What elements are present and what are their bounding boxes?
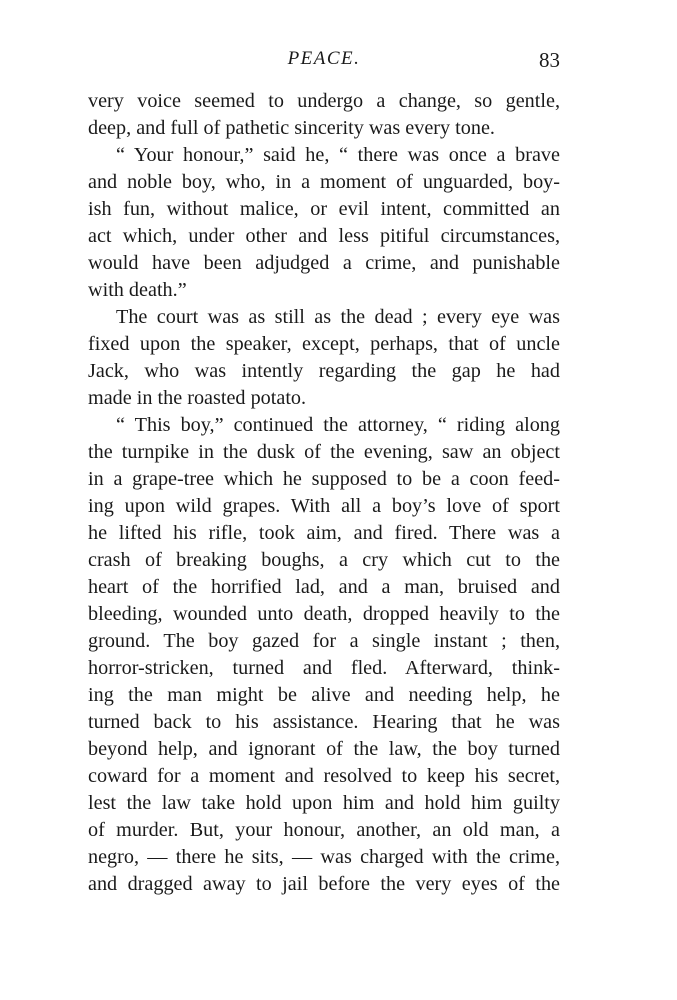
text-line: ish fun, without malice, or evil intent, committed an <box>88 198 560 220</box>
text-line: deep, and full of pathetic sincerity was every tone. <box>88 117 495 139</box>
text-line: “ Your honour,” said he, “ there was once a brave <box>116 144 560 166</box>
text-line: ing the man might be alive and needing help, he <box>88 684 560 706</box>
text-line: “ This boy,” continued the attorney, “ riding along <box>116 414 560 436</box>
text-line: crash of breaking boughs, a cry which cut to the <box>88 549 560 571</box>
body-text <box>88 88 560 898</box>
text-line: heart of the horrified lad, and a man, bruised and <box>88 576 560 598</box>
text-line: he lifted his rifle, took aim, and fired. There was a <box>88 522 560 544</box>
text-line: ing upon wild grapes. With all a boy’s love of sport <box>88 495 560 517</box>
text-line: bleeding, wounded unto death, dropped heavily to the <box>88 603 560 625</box>
text-line: turned back to his assistance. Hearing that he was <box>88 711 560 733</box>
text-line: the turnpike in the dusk of the evening, saw an object <box>88 441 560 463</box>
text-line: and dragged away to jail before the very eyes of the <box>88 873 560 895</box>
text-line: ground. The boy gazed for a single instant ; then, <box>88 630 560 652</box>
text-line: Jack, who was intently regarding the gap he had <box>88 360 560 382</box>
text-line: made in the roasted potato. <box>88 387 307 409</box>
text-line: very voice seemed to undergo a change, so gentle, <box>88 90 560 112</box>
text-line: lest the law take hold upon him and hold him guilty <box>88 792 560 814</box>
text-line: in a grape-tree which he supposed to be a coon feed- <box>88 468 560 490</box>
text-line: fixed upon the speaker, except, perhaps, that of uncle <box>88 333 560 355</box>
running-title: PEACE. <box>287 48 361 69</box>
text-line: beyond help, and ignorant of the law, the boy turned <box>88 738 560 760</box>
running-head <box>88 48 560 74</box>
text-line: with death.” <box>88 279 187 301</box>
page-number: 83 <box>539 48 560 72</box>
text-line: of murder. But, your honour, another, an old man, a <box>88 819 560 841</box>
text-line: The court was as still as the dead ; every eye was <box>116 306 560 328</box>
text-line: negro, — there he sits, — was charged with the crime, <box>88 846 560 868</box>
text-line: and noble boy, who, in a moment of unguarded, boy- <box>88 171 560 193</box>
text-line: act which, under other and less pitiful circumstances, <box>88 225 560 247</box>
text-line: coward for a moment and resolved to keep his secret, <box>88 765 560 787</box>
text-line: horror-stricken, turned and fled. Afterward, think- <box>88 657 560 679</box>
text-line: would have been adjudged a crime, and punishable <box>88 252 560 274</box>
